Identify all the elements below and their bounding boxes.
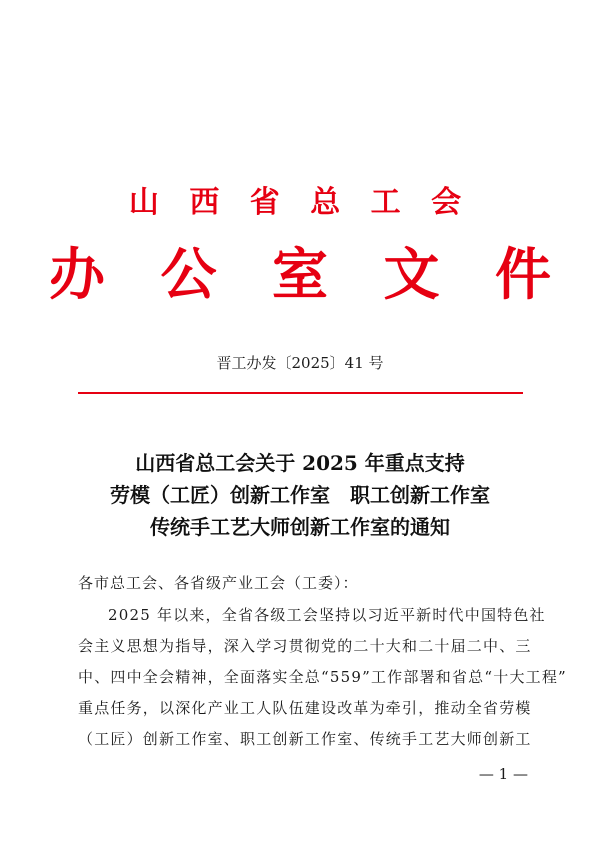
body-text-line: 中、四中全会精神，全面落实全总“559”工作部署和省总“十大工程”: [78, 668, 567, 686]
issuing-organization: 山 西 省 总 工 会: [128, 185, 472, 220]
red-divider-line: [78, 392, 523, 394]
notice-title-line-3: 传统手工艺大师创新工作室的通知: [150, 515, 450, 539]
page-number: — 1 —: [478, 765, 528, 783]
body-text-line: 重点任务，以深化产业工人队伍建设改革为牵引，推动全省劳模: [78, 699, 532, 717]
notice-title-line-1: 山西省总工会关于 2025 年重点支持: [135, 451, 465, 475]
body-text-line: 2025 年以来，全省各级工会坚持以习近平新时代中国特色社: [108, 606, 546, 624]
body-text-line: 会主义思想为指导，深入学习贯彻党的二十大和二十届二中、三: [78, 637, 532, 655]
salutation: 各市总工会、各省级产业工会（工委）：: [78, 574, 359, 592]
body-text-line: （工匠）创新工作室、职工创新工作室、传统手工艺大师创新工: [78, 730, 532, 748]
notice-title-line-2: 劳模（工匠）创新工作室 职工创新工作室: [110, 483, 490, 507]
document-number: 晋工办发〔2025〕41 号: [216, 354, 384, 372]
document-type-title: 办 公 室 文 件: [49, 242, 569, 308]
